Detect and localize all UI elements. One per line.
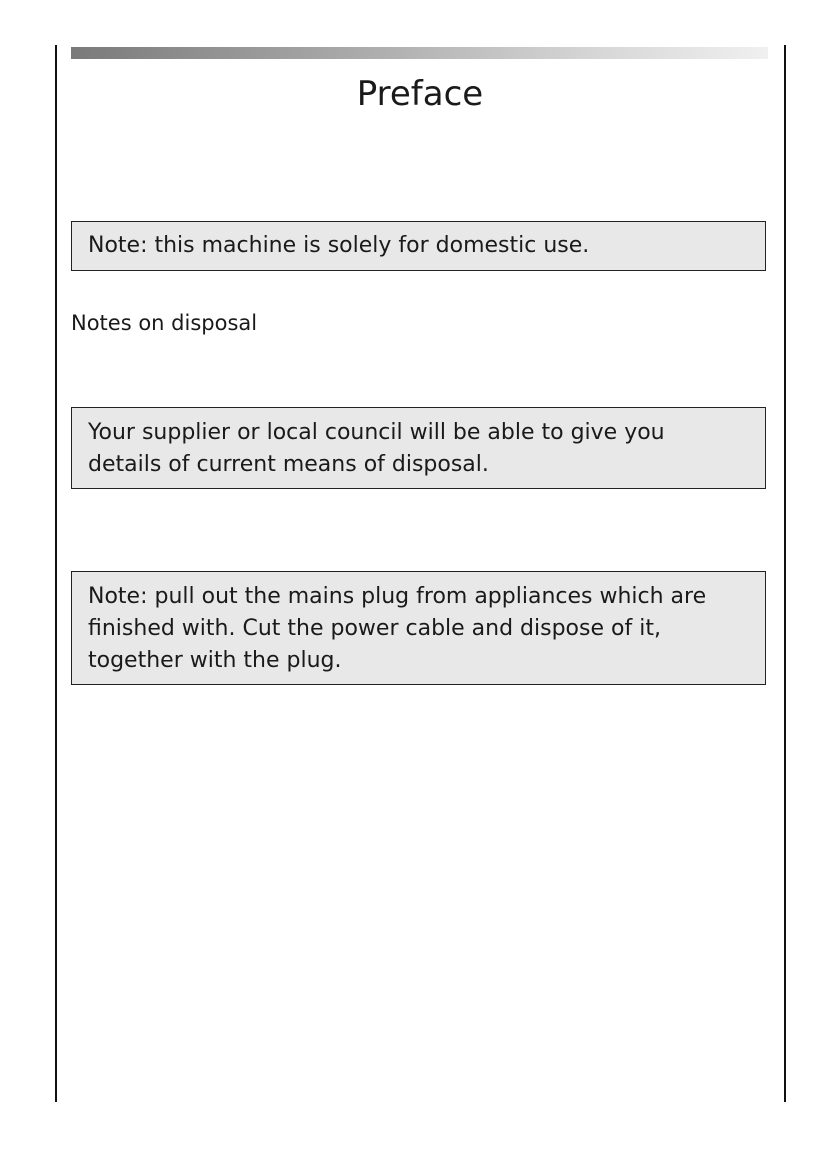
page-title: Preface [356,74,484,114]
mains-plug-note-line: together with the plug. [88,648,342,673]
page-border-left [55,45,57,1102]
mains-plug-note-line: finished with. Cut the power cable and dispose of it, [88,616,661,641]
header-gradient-bar [71,47,768,59]
disposal-section-heading: Notes on disposal [71,311,258,335]
supplier-note-line: Your supplier or local council will be able to give you [88,420,665,445]
domestic-use-note-box [71,221,766,271]
mains-plug-note-line: Note: pull out the mains plug from appliances which are [88,584,707,609]
domestic-use-note-text: Note: this machine is solely for domestic use. [88,233,590,258]
page-border-right [784,45,786,1102]
supplier-note-box [71,407,766,489]
supplier-note-line: details of current means of disposal. [88,452,489,477]
mains-plug-note-box [71,571,766,685]
